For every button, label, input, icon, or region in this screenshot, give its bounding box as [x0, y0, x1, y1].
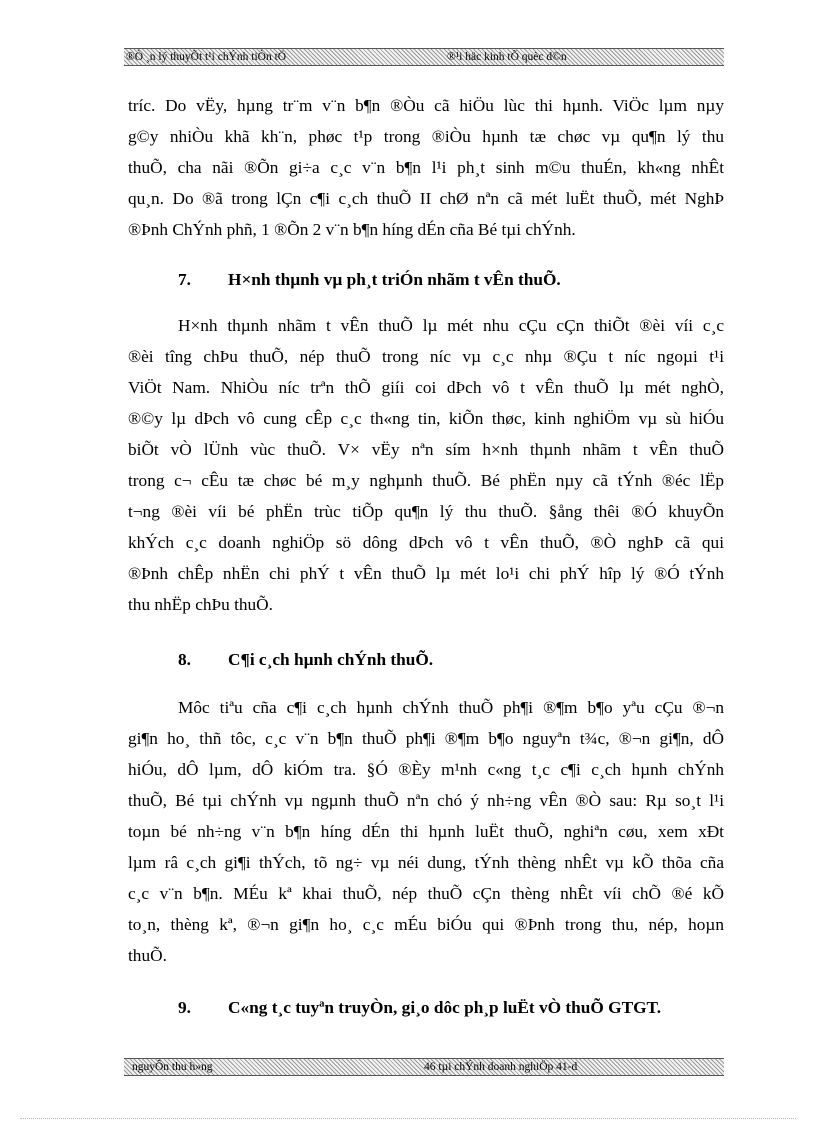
page-footer: [124, 1058, 724, 1076]
heading-text: H×nh thµnh vµ ph¸t triÓn nhãm t vÊn thuÕ.: [228, 270, 561, 289]
text-line: gi¶n ho¸ thñ tôc, c¸c v¨n b¶n thuÕ ph¶i ®¶m b¶o nguyªn t¾c, ®¬n gi¶n, dÔ: [128, 729, 724, 748]
page-header: [124, 48, 724, 66]
heading-number: 8.: [178, 650, 191, 669]
text-line: ®©y lµ dÞch vô cung cÊp c¸c th«ng tin, kiÕn thøc, kinh nghiÖm vµ sù hiÓu: [128, 409, 724, 428]
paragraph-3: [128, 692, 724, 971]
text-line: thuÕ.: [128, 946, 167, 965]
heading-number: 9.: [178, 998, 191, 1017]
footer-right-text: 46 tµi chÝnh doanh nghiÖp 41-d: [424, 1061, 578, 1073]
paragraph-2: [128, 310, 724, 620]
text-line: to¸n, thèng kª, ®¬n gi¶n ho¸ c¸c mÉu biÓu qui ®Þnh trong thu, nép, hoµn: [128, 915, 724, 934]
text-line: H×nh thµnh nhãm t vÊn thuÕ lµ mét nhu cÇu cÇn thiÕt ®èi víi c¸c: [178, 316, 724, 335]
text-line: toµn bé nh÷ng v¨n b¶n híng dÉn thi hµnh luËt thuÕ, nghiªn cøu, xem xÐt: [128, 822, 724, 841]
text-line: t¬ng ®èi víi bé phËn trùc tiÕp qu¶n lý thu thuÕ. §ång thêi ®Ó khuyÕn: [128, 502, 724, 521]
text-line: Môc tiªu cña c¶i c¸ch hµnh chÝnh thuÕ ph¶i ®¶m b¶o yªu cÇu ®¬n: [178, 698, 724, 717]
text-line: g©y nhiÒu khã kh¨n, phøc t¹p trong ®iÒu hµnh tæ chøc vµ qu¶n lý thu: [128, 127, 724, 146]
text-line: thuÕ, Bé tµi chÝnh vµ ngµnh thuÕ nªn chó ý nh÷ng vÊn ®Ò sau: Rµ so¸t l¹i: [128, 791, 724, 810]
text-line: qu¸n. Do ®ã trong lÇn c¶i c¸ch thuÕ II chØ nªn cã mét luËt thuÕ, mét NghÞ: [128, 189, 724, 208]
heading-number: 7.: [178, 270, 191, 289]
heading-text: C«ng t¸c tuyªn truyÒn, gi¸o dôc ph¸p luËt vÒ thuÕ GTGT.: [228, 998, 662, 1017]
text-line: ®Þnh chÊp nhËn chi phÝ t vÊn thuÕ lµ mét lo¹i chi phÝ hîp lý ®Ó tÝnh: [128, 564, 724, 583]
text-line: lµm râ c¸ch gi¶i thÝch, tõ ng÷ vµ néi dung, tÝnh thèng nhÊt vµ kÕ thõa cña: [128, 853, 724, 872]
text-line: tríc. Do vËy, hµng tr¨m v¨n b¶n ®Òu cã hiÖu lùc thi hµnh. ViÖc lµm nµy: [128, 96, 724, 115]
paragraph-1: [128, 90, 724, 245]
text-line: c¸c v¨n b¶n. MÉu kª khai thuÕ, nép thuÕ cÇn thèng nhÊt víi chÕ ®é kÕ: [128, 884, 724, 903]
text-line: thuÕ, cha nãi ®Õn gi÷a c¸c v¨n b¶n l¹i ph¸t sinh m©u thuÉn, kh«ng nhÊt: [128, 158, 724, 177]
text-line: thu nhËp chÞu thuÕ.: [128, 595, 273, 614]
header-left-text: ®Ò ¸n lý thuyÕt t¹i chÝnh tiÒn tÖ: [126, 51, 287, 63]
text-line: hiÓu, dÔ lµm, dÔ kiÓm tra. §Ó ®Èy m¹nh c«ng t¸c c¶i c¸ch hµnh chÝnh: [128, 760, 724, 779]
page-bottom-divider: [20, 1118, 796, 1119]
section-heading-7: [178, 270, 561, 290]
header-right-text: ®¹i häc kinh tÕ quèc d©n: [447, 51, 567, 63]
text-line: khÝch c¸c doanh nghiÖp sö dông dÞch vô t vÊn thuÕ, ®Ò nghÞ cã qui: [128, 533, 724, 552]
text-line: trong c¬ cÊu tæ chøc bé m¸y nghµnh thuÕ. Bé phËn nµy cã tÝnh ®éc lËp: [128, 471, 724, 490]
section-heading-9: [178, 998, 661, 1018]
heading-text: C¶i c¸ch hµnh chÝnh thuÕ.: [228, 650, 434, 669]
text-line: ®èi tîng chÞu thuÕ, nép thuÕ trong níc vµ c¸c nhµ ®Çu t níc ngoµi t¹i: [128, 347, 724, 366]
footer-left-text: nguyÔn thu h»ng: [132, 1061, 213, 1073]
section-heading-8: [178, 650, 433, 670]
text-line: biÕt vÒ lÜnh vùc thuÕ. V× vËy nªn sím h×nh thµnh nhãm t vÊn thuÕ: [128, 440, 724, 459]
text-line: ViÖt Nam. NhiÒu níc trªn thÕ giíi coi dÞch vô t vÊn thuÕ lµ mét nghÒ,: [128, 378, 724, 397]
text-line: ®Þnh ChÝnh phñ, 1 ®Õn 2 v¨n b¶n híng dÉn cña Bé tµi chÝnh.: [128, 220, 576, 239]
